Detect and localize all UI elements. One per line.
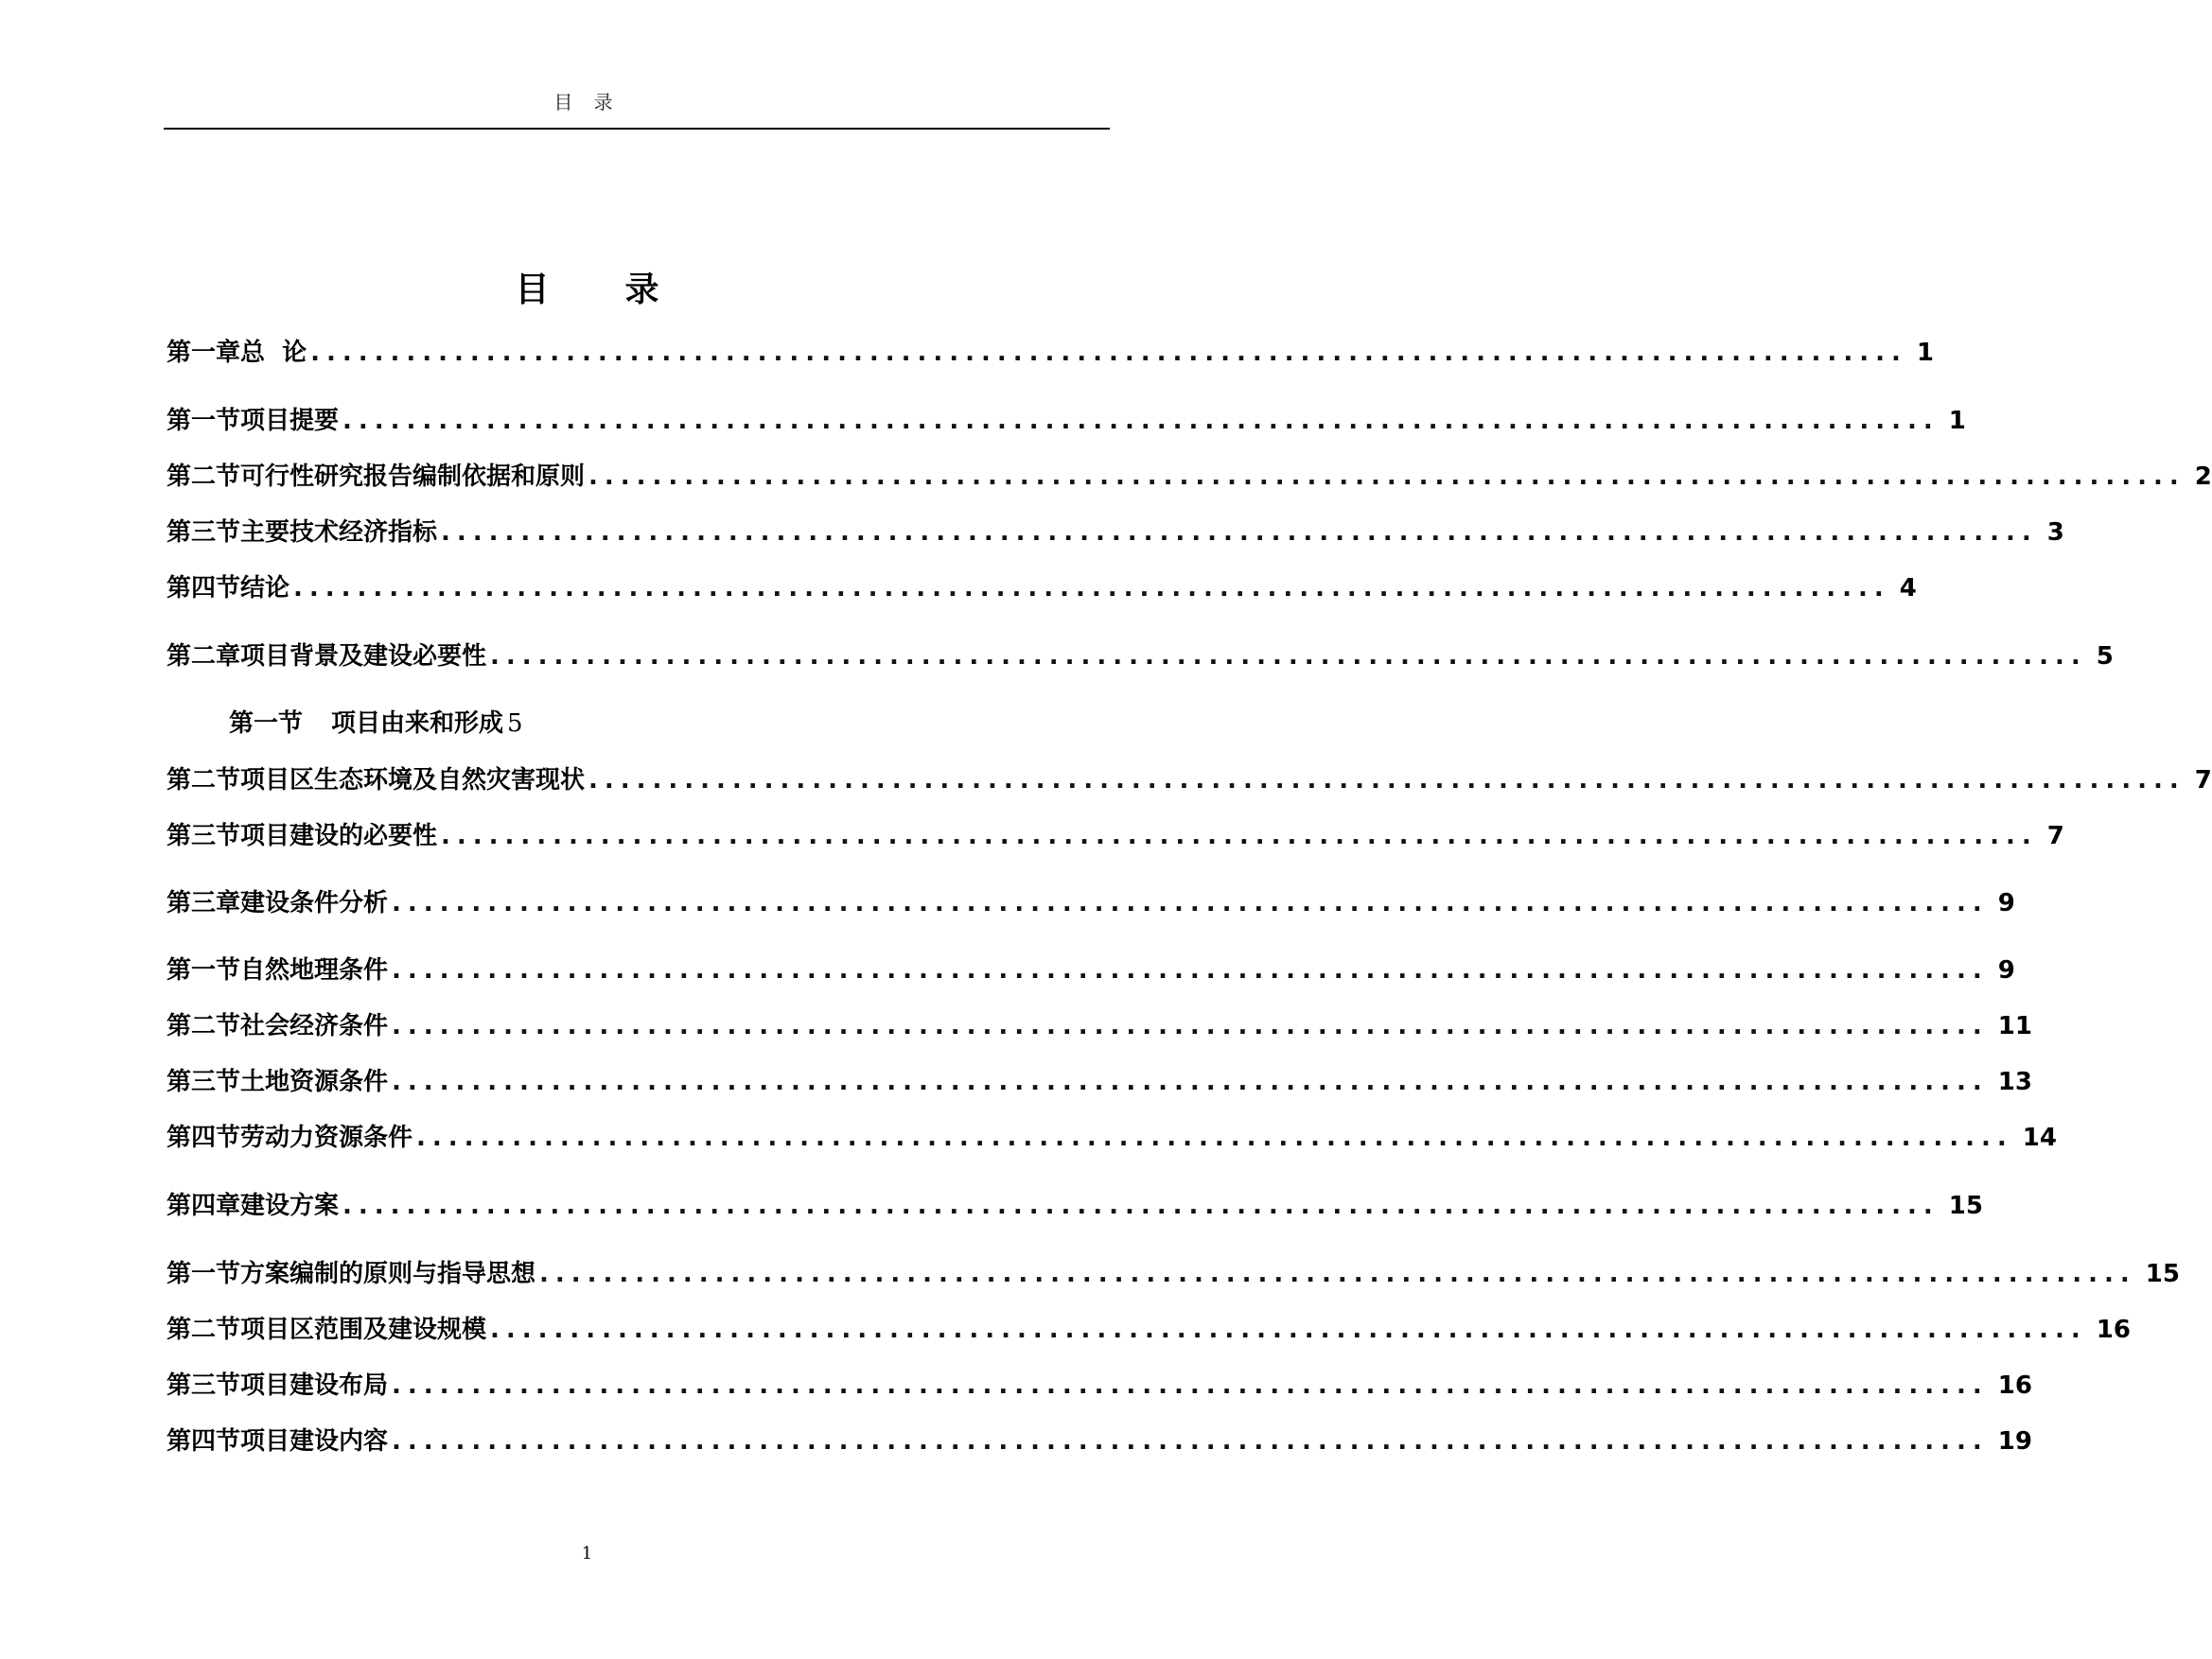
toc-entry-page: 2 [2194,463,2212,491]
toc-dot-leader: .................................................................................................... [441,822,2038,850]
toc-entry-title: 项目建设布局 [240,1371,389,1400]
toc-entry-title: 项目建设的必要性 [240,822,438,850]
toc-entry-title: 主要技术经济指标 [240,518,438,547]
toc-dot-leader: .................................................................................................... [293,574,1890,602]
toc-entry-number: 第三节 [167,1068,241,1096]
toc-entry-number: 第一章 [167,339,241,367]
toc-entry-number: 第四节 [167,1427,241,1456]
toc-dot-leader: .................................................................................................... [588,463,2186,491]
toc-entry-page: 9 [1997,956,2015,985]
toc-entry-title: 项目建设内容 [240,1427,389,1456]
toc-entry-chapter-2[interactable] [167,640,2114,672]
toc-entry-section-4-4[interactable] [167,1425,2032,1458]
toc-entry-page: 1 [1916,339,1934,367]
toc-entry-title: 建设方案 [240,1192,340,1220]
toc-dot-leader: .................................................................................................... [490,642,2087,671]
toc-title [0,263,1174,311]
toc-dot-leader: .................................................................................................... [342,1192,1940,1220]
toc-entry-section-2-1[interactable] [229,707,523,740]
toc-entry-section-3-2[interactable] [167,1010,2032,1042]
footer-page-number: 1 [581,1544,593,1563]
toc-dot-leader: .................................................................................................... [588,766,2186,795]
toc-entry-page: 14 [2022,1124,2057,1152]
toc-entry-page: 11 [1997,1012,2032,1040]
toc-dot-leader: .................................................................................................... [490,1316,2087,1344]
toc-dot-leader: .................................................................................................... [392,1427,1989,1456]
toc-dot-leader: .................................................................................................... [416,1124,2013,1152]
toc-entry-title: 可行性研究报告编制依据和原则 [240,463,586,491]
toc-entry-number: 第二节 [167,463,241,491]
toc-title-char-1: 目 [515,271,550,309]
toc-dot-leader: .................................................................................................... [310,339,1907,367]
toc-entry-page: 9 [1997,889,2015,917]
toc-dot-leader: .................................................................................................... [392,1371,1989,1400]
toc-entry-page: 13 [1997,1068,2032,1096]
toc-entry-page: 15 [1948,1192,1983,1220]
toc-entry-page: 15 [2145,1260,2180,1288]
toc-title-char-2: 录 [624,271,659,309]
toc-entry-chapter-3[interactable] [167,887,2015,919]
header-rule [164,128,1110,130]
toc-entry-number: 第二节 [167,1012,241,1040]
toc-entry-number: 第一节 [167,1260,241,1288]
toc-entry-page: 1 [1948,407,1966,435]
toc-entry-section-4-1[interactable] [167,1258,2180,1290]
toc-entry-page: 16 [2096,1316,2131,1344]
toc-entry-title: 项目区范围及建设规模 [240,1316,487,1344]
toc-entry-page: 4 [1899,574,1917,602]
toc-entry-page: 5 [507,709,523,738]
toc-entry-section-4-2[interactable] [167,1314,2131,1346]
toc-entry-page: 7 [2194,766,2212,795]
toc-dot-leader: .................................................................................................... [392,956,1989,985]
toc-entry-page: 5 [2096,642,2114,671]
toc-entry-number: 第二节 [167,1316,241,1344]
toc-entry-section-3-4[interactable] [167,1122,2057,1154]
toc-entry-number: 第一节 [229,709,304,738]
toc-dot-leader: .................................................................................................... [539,1260,2136,1288]
toc-entry-title: 土地资源条件 [240,1068,389,1096]
toc-entry-number: 第一节 [167,407,241,435]
toc-entry-number: 第四章 [167,1192,241,1220]
toc-entry-section-1-3[interactable] [167,516,2064,549]
toc-entry-section-3-1[interactable] [167,954,2015,987]
toc-entry-number: 第二节 [167,766,241,795]
toc-dot-leader: .................................................................................................... [392,1068,1989,1096]
toc-entry-title: 社会经济条件 [240,1012,389,1040]
toc-entry-number: 第三节 [167,1371,241,1400]
toc-entry-title: 项目提要 [240,407,340,435]
toc-entry-number: 第三节 [167,518,241,547]
toc-entry-chapter-4[interactable] [167,1190,1983,1222]
toc-entry-section-1-4[interactable] [167,572,1917,604]
toc-entry-title: 项目由来和形成 [331,709,504,738]
toc-dot-leader: .................................................................................................... [441,518,2038,547]
toc-entry-title: 结论 [240,574,290,602]
toc-entry-number: 第四节 [167,574,241,602]
toc-entry-section-3-3[interactable] [167,1066,2032,1098]
toc-entry-number: 第一节 [167,956,241,985]
toc-entry-title: 方案编制的原则与指导思想 [240,1260,536,1288]
toc-entry-title: 项目区生态环境及自然灾害现状 [240,766,586,795]
toc-entry-title: 总 论 [240,339,307,367]
toc-entry-page: 16 [1997,1371,2032,1400]
toc-entry-section-2-3[interactable] [167,820,2064,852]
toc-entry-title: 自然地理条件 [240,956,389,985]
toc-entry-title: 项目背景及建设必要性 [240,642,487,671]
toc-entry-number: 第三章 [167,889,241,917]
toc-entry-page: 7 [2046,822,2064,850]
toc-dot-leader: .................................................................................................... [342,407,1940,435]
running-header: 目 录 [553,91,621,114]
toc-dot-leader: .................................................................................................... [392,889,1989,917]
toc-entry-number: 第四节 [167,1124,241,1152]
toc-entry-title: 建设条件分析 [240,889,389,917]
toc-entry-section-2-2[interactable] [167,764,2212,796]
toc-entry-page: 3 [2046,518,2064,547]
toc-entry-number: 第二章 [167,642,241,671]
toc-dot-leader: .................................................................................................... [392,1012,1989,1040]
toc-entry-section-1-2[interactable] [167,461,2212,493]
toc-entry-section-1-1[interactable] [167,405,1966,437]
toc-entry-page: 19 [1997,1427,2032,1456]
toc-entry-section-4-3[interactable] [167,1370,2032,1402]
toc-entry-title: 劳动力资源条件 [240,1124,413,1152]
toc-entry-number: 第三节 [167,822,241,850]
toc-entry-chapter-1[interactable] [167,337,1934,369]
